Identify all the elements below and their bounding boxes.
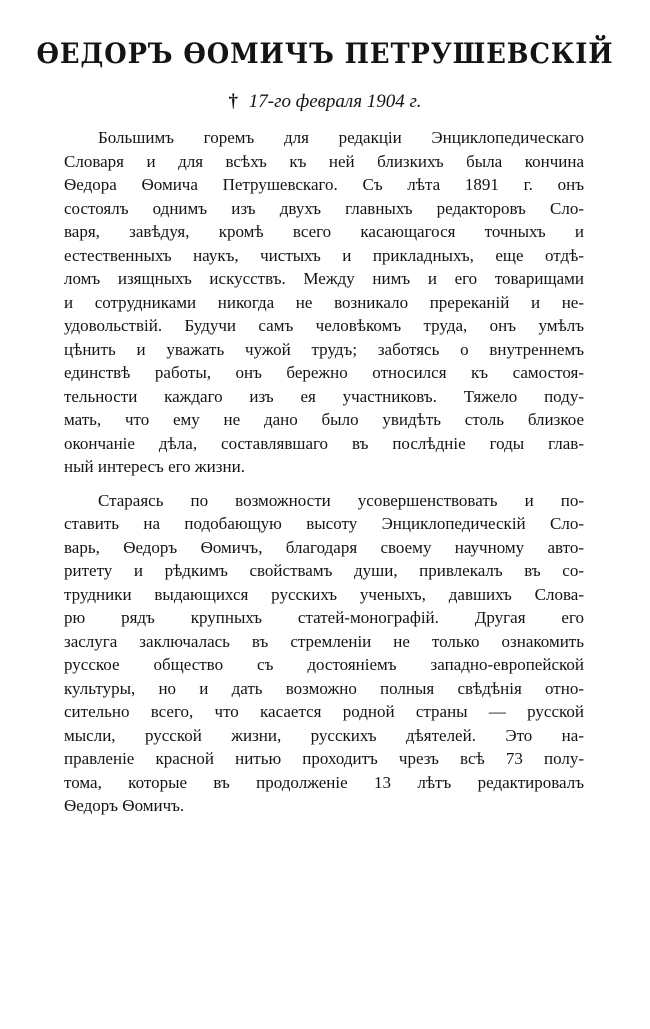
text-line: мать, что ему не дано было увидѣть столь близкое — [64, 410, 584, 429]
text-line: единствѣ работы, онъ бережно относился къ самостоя- — [64, 363, 584, 382]
text-line: правленіе красной нитью проходитъ чрезъ всѣ 73 полу- — [64, 749, 584, 768]
paragraph-1 — [64, 126, 584, 479]
text-line: трудники выдающихся русскихъ ученыхъ, давшихъ Слова- — [64, 584, 584, 604]
text-line: рю рядъ крупныхъ статей-монографій. Другая его — [64, 608, 584, 627]
text-line: Ѳедора Ѳомича Петрушевскаго. Съ лѣта 1891 г. онъ — [64, 175, 584, 194]
paragraph-2 — [64, 489, 584, 818]
text-line: ритету и рѣдкимъ свойствамъ души, привлекалъ въ со- — [64, 561, 584, 580]
text-line: Словаря и для всѣхъ къ ней близкихъ была кончина — [64, 151, 584, 171]
text-line: тельности каждаго изъ ея участниковъ. Тяжело поду- — [64, 386, 584, 406]
text-line: культуры, но и дать возможно полныя свѣдѣнія отно- — [64, 678, 584, 698]
text-line: варя, завѣдуя, кромѣ всего касающагося точныхъ и — [64, 222, 584, 241]
article-body — [64, 126, 584, 818]
text-line: и сотрудниками никогда не возникало пререканій и не- — [64, 292, 584, 312]
text-line: Большимъ горемъ для редакціи Энциклопедическаго — [98, 128, 584, 147]
text-line: варь, Ѳедоръ Ѳомичъ, благодаря своему научному авто- — [64, 537, 584, 557]
text-line: удовольствій. Будучи самъ человѣкомъ труда, онъ умѣлъ — [64, 316, 584, 335]
text-line: тома, которые въ продолженіе 13 лѣтъ редактировалъ — [64, 772, 584, 792]
text-line: окончаніе дѣла, составлявшаго въ послѣдніе годы глав- — [64, 433, 584, 453]
text-line: русское общество съ достояніемъ западно-европейской — [64, 655, 584, 674]
date-line — [0, 90, 650, 114]
text-line: естественныхъ наукъ, чистыхъ и прикладныхъ, еще отдѣ- — [64, 245, 584, 265]
cross-mark: † — [228, 91, 239, 112]
text-line: ставить на подобающую высоту Энциклопедическій Сло- — [64, 514, 584, 533]
text-line: заслуга заключалась въ стремленіи не только ознакомить — [64, 631, 584, 651]
text-line: сительно всего, что касается родной страны — русской — [64, 702, 584, 721]
text-line: ломъ изящныхъ искусствъ. Между нимъ и его товарищами — [64, 269, 584, 288]
page-title: ѲЕДОРЪ ѲОМИЧЪ ПЕТРУШЕВСКІЙ — [36, 37, 614, 70]
text-line: состоялъ однимъ изъ двухъ главныхъ редакторовъ Сло- — [64, 198, 584, 218]
text-line: мысли, русской жизни, русскихъ дѣятелей. Это на- — [64, 725, 584, 745]
text-line: Стараясь по возможности усовершенствовать и по- — [98, 490, 584, 510]
text-line: цѣнить и уважать чужой трудъ; заботясь о внутреннемъ — [64, 339, 584, 359]
death-date: 17-го февраля 1904 г. — [248, 91, 422, 112]
text-line: Ѳедоръ Ѳомичъ. — [64, 796, 185, 815]
text-line: ный интересъ его жизни. — [64, 457, 245, 476]
